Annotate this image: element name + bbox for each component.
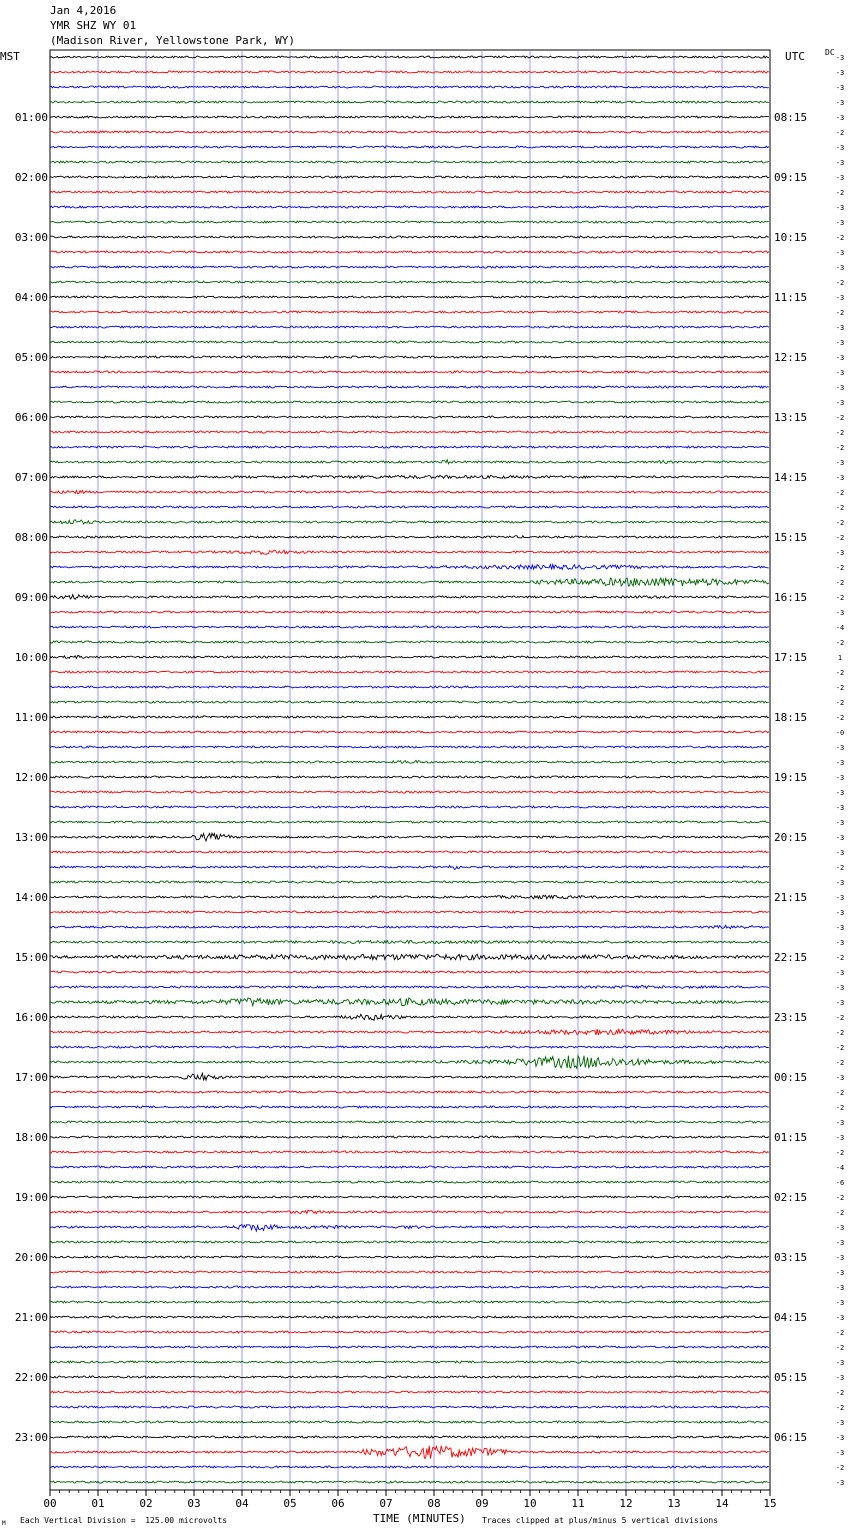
dc-offset-label: -3 xyxy=(835,324,845,332)
left-hour-label: 23:00 xyxy=(14,1431,48,1444)
dc-offset-label: -3 xyxy=(835,1374,845,1382)
dc-offset-label: -3 xyxy=(835,399,845,407)
trace-line xyxy=(50,386,769,388)
x-tick-label: 02 xyxy=(139,1497,153,1510)
trace-line xyxy=(50,656,769,659)
right-hour-label: 11:15 xyxy=(774,291,808,304)
dc-offset-label: -2 xyxy=(835,1029,845,1037)
dc-offset-label: -2 xyxy=(835,669,845,677)
dc-offset-label: -2 xyxy=(835,234,845,242)
dc-offset-label: -3 xyxy=(835,1119,845,1127)
trace-line xyxy=(50,998,769,1006)
dc-offset-label: -2 xyxy=(835,639,845,647)
x-tick-label: 13 xyxy=(667,1497,681,1510)
trace-line xyxy=(50,116,769,118)
dc-offset-label: -3 xyxy=(835,1434,845,1442)
left-hour-label: 11:00 xyxy=(14,711,48,724)
trace-line xyxy=(50,866,769,870)
trace-line xyxy=(50,71,769,73)
left-hour-label: 12:00 xyxy=(14,771,48,784)
right-hour-label: 14:15 xyxy=(774,471,808,484)
right-hour-label: 06:15 xyxy=(774,1431,808,1444)
dc-offset-label: -2 xyxy=(835,594,845,602)
trace-line xyxy=(50,191,769,193)
left-hour-label: 10:00 xyxy=(14,651,48,664)
dc-offset-label: -2 xyxy=(835,714,845,722)
dc-offset-label: 1 xyxy=(837,654,843,662)
left-hour-label: 05:00 xyxy=(14,351,48,364)
right-hour-label: 04:15 xyxy=(774,1311,808,1324)
dc-offset-label: -3 xyxy=(835,144,845,152)
dc-offset-label: -3 xyxy=(835,909,845,917)
trace-line xyxy=(50,401,769,403)
trace-line xyxy=(50,686,769,688)
x-tick-label: 14 xyxy=(715,1497,729,1510)
trace-line xyxy=(50,1391,769,1393)
left-hour-label: 13:00 xyxy=(14,831,48,844)
dc-offset-label: -3 xyxy=(835,294,845,302)
x-tick-label: 06 xyxy=(331,1497,345,1510)
trace-line xyxy=(50,356,769,358)
trace-line xyxy=(50,431,769,433)
left-hour-label: 08:00 xyxy=(14,531,48,544)
dc-offset-label: -3 xyxy=(835,1479,845,1487)
trace-line xyxy=(50,1225,769,1232)
trace-line xyxy=(50,1136,769,1138)
trace-line xyxy=(50,578,769,586)
dc-offset-label: -3 xyxy=(835,459,845,467)
left-hour-label: 02:00 xyxy=(14,171,48,184)
left-hour-label: 15:00 xyxy=(14,951,48,964)
dc-offset-label: -2 xyxy=(835,414,845,422)
left-hour-label: 16:00 xyxy=(14,1011,48,1024)
trace-line xyxy=(50,940,769,943)
dc-offset-label: -2 xyxy=(835,429,845,437)
left-hour-label: 17:00 xyxy=(14,1071,48,1084)
dc-offset-label: -3 xyxy=(835,369,845,377)
dc-offset-label: -3 xyxy=(835,819,845,827)
trace-line xyxy=(50,1151,769,1153)
dc-offset-label: -0 xyxy=(835,729,845,737)
trace-line xyxy=(50,371,769,373)
dc-offset-label: -3 xyxy=(835,984,845,992)
dc-offset-label: -3 xyxy=(835,1254,845,1262)
trace-line xyxy=(50,131,769,133)
trace-line xyxy=(50,1286,769,1288)
trace-line xyxy=(50,1210,769,1214)
trace-line xyxy=(50,146,769,148)
trace-line xyxy=(50,176,769,178)
trace-line xyxy=(50,565,769,570)
trace-line xyxy=(50,611,769,613)
trace-line xyxy=(50,550,769,554)
trace-line xyxy=(50,326,769,328)
dc-offset-label: -3 xyxy=(835,1449,845,1457)
trace-line xyxy=(50,911,769,913)
x-tick-label: 04 xyxy=(235,1497,249,1510)
plot-date: Jan 4,2016 xyxy=(50,4,117,17)
dc-offset-label: -2 xyxy=(835,954,845,962)
trace-line xyxy=(50,520,769,524)
left-hour-label: 07:00 xyxy=(14,471,48,484)
trace-line xyxy=(50,895,769,899)
trace-line xyxy=(50,1196,769,1198)
dc-offset-label: -3 xyxy=(835,54,845,62)
dc-offset-label: -3 xyxy=(835,84,845,92)
right-hour-label: 09:15 xyxy=(774,171,808,184)
right-hour-label: 01:15 xyxy=(774,1131,808,1144)
trace-line xyxy=(50,746,769,748)
dc-offset-label: -3 xyxy=(835,894,845,902)
trace-line xyxy=(50,776,769,778)
trace-line xyxy=(50,416,769,418)
trace-line xyxy=(50,985,769,988)
dc-offset-label: -2 xyxy=(835,444,845,452)
dc-offset-label: -2 xyxy=(835,1329,845,1337)
dc-offset-label: -3 xyxy=(835,759,845,767)
dc-offset-label: -3 xyxy=(835,774,845,782)
dc-offset-label: -2 xyxy=(835,309,845,317)
trace-line xyxy=(50,716,769,718)
dc-offset-label: -4 xyxy=(835,1164,845,1172)
dc-offset-label: -2 xyxy=(835,1044,845,1052)
plot-frame xyxy=(50,50,770,1490)
trace-line xyxy=(50,1241,769,1243)
dc-offset-label: -2 xyxy=(835,1014,845,1022)
dc-offset-label: -3 xyxy=(835,1419,845,1427)
trace-line xyxy=(50,806,769,808)
right-hour-label: 16:15 xyxy=(774,591,808,604)
trace-line xyxy=(50,341,769,343)
trace-line xyxy=(50,161,769,163)
dc-offset-label: -3 xyxy=(835,789,845,797)
station-code: YMR SHZ WY 01 xyxy=(50,19,137,32)
trace-line xyxy=(50,851,769,853)
dc-offset-label: -3 xyxy=(835,1284,845,1292)
left-hour-label: 22:00 xyxy=(14,1371,48,1384)
trace-line xyxy=(50,1316,769,1318)
trace-line xyxy=(50,881,769,883)
trace-line xyxy=(50,266,769,268)
dc-offset-label: -2 xyxy=(835,564,845,572)
trace-line xyxy=(50,1301,769,1303)
left-hour-label: 19:00 xyxy=(14,1191,48,1204)
x-axis-label: TIME (MINUTES) xyxy=(373,1512,466,1525)
left-hour-label: 01:00 xyxy=(14,111,48,124)
trace-line xyxy=(50,1056,769,1069)
dc-offset-label: -3 xyxy=(835,849,845,857)
trace-line xyxy=(50,760,769,763)
dc-offset-label: -2 xyxy=(835,129,845,137)
right-hour-label: 23:15 xyxy=(774,1011,808,1024)
dc-offset-label: -2 xyxy=(835,1344,845,1352)
trace-line xyxy=(50,1421,769,1423)
trace-line xyxy=(50,1046,769,1048)
trace-line xyxy=(50,236,769,238)
dc-offset-label: -2 xyxy=(835,519,845,527)
right-hour-label: 19:15 xyxy=(774,771,808,784)
dc-offset-label: -3 xyxy=(835,834,845,842)
trace-line xyxy=(50,1446,769,1459)
left-hour-label: 14:00 xyxy=(14,891,48,904)
trace-line xyxy=(50,1376,769,1378)
dc-offset-label: -3 xyxy=(835,174,845,182)
left-hour-label: 20:00 xyxy=(14,1251,48,1264)
right-hour-label: 15:15 xyxy=(774,531,808,544)
trace-line xyxy=(50,1166,769,1168)
trace-line xyxy=(50,1271,769,1273)
left-hour-label: 06:00 xyxy=(14,411,48,424)
dc-offset-label: -3 xyxy=(835,1359,845,1367)
trace-line xyxy=(50,821,769,823)
trace-line xyxy=(50,296,769,298)
right-hour-label: 21:15 xyxy=(774,891,808,904)
right-timezone-label: UTC xyxy=(785,50,805,63)
x-tick-label: 05 xyxy=(283,1497,297,1510)
trace-line xyxy=(50,925,769,929)
dc-offset-label: -3 xyxy=(835,1269,845,1277)
trace-line xyxy=(50,475,769,478)
dc-offset-label: -4 xyxy=(835,624,845,632)
dc-offset-label: -3 xyxy=(835,474,845,482)
trace-line xyxy=(50,1346,769,1348)
dc-offset-label: -2 xyxy=(835,1194,845,1202)
trace-line xyxy=(50,506,769,508)
trace-line xyxy=(50,311,769,313)
trace-line xyxy=(50,954,769,960)
scale-note: Each Vertical Division = 125.00 microvolts xyxy=(20,1516,228,1525)
dc-offset-label: -2 xyxy=(835,279,845,287)
trace-line xyxy=(50,281,769,283)
trace-line xyxy=(50,1436,769,1438)
right-hour-label: 20:15 xyxy=(774,831,808,844)
x-tick-label: 11 xyxy=(571,1497,585,1510)
trace-line xyxy=(50,595,769,600)
trace-line xyxy=(50,56,769,58)
dc-offset-label: -2 xyxy=(835,534,845,542)
dc-offset-label: -3 xyxy=(835,1074,845,1082)
x-tick-label: 12 xyxy=(619,1497,633,1510)
trace-line xyxy=(50,1256,769,1258)
right-hour-label: 08:15 xyxy=(774,111,808,124)
left-hour-label: 03:00 xyxy=(14,231,48,244)
trace-line xyxy=(50,701,769,703)
dc-offset-label: -2 xyxy=(835,1404,845,1412)
dc-offset-label: -3 xyxy=(835,879,845,887)
dc-offset-label: -3 xyxy=(835,1239,845,1247)
dc-offset-label: -3 xyxy=(835,1134,845,1142)
dc-offset-label: -3 xyxy=(835,69,845,77)
x-tick-label: 01 xyxy=(91,1497,105,1510)
dc-offset-label: -3 xyxy=(835,354,845,362)
dc-offset-label: -2 xyxy=(835,1209,845,1217)
dc-offset-label: -3 xyxy=(835,264,845,272)
x-tick-label: 00 xyxy=(43,1497,57,1510)
dc-offset-label: -3 xyxy=(835,744,845,752)
dc-offset-label: -3 xyxy=(835,114,845,122)
trace-line xyxy=(50,1331,769,1333)
dc-offset-label: -2 xyxy=(835,1149,845,1157)
dc-offset-label: -3 xyxy=(835,1224,845,1232)
left-hour-label: 21:00 xyxy=(14,1311,48,1324)
dc-offset-label: -2 xyxy=(835,1389,845,1397)
dc-offset-label: -3 xyxy=(835,924,845,932)
trace-line xyxy=(50,536,769,538)
dc-offset-label: -3 xyxy=(835,549,845,557)
left-hour-label: 09:00 xyxy=(14,591,48,604)
dc-offset-label: -2 xyxy=(835,579,845,587)
dc-offset-label: -3 xyxy=(835,1314,845,1322)
dc-offset-label: -3 xyxy=(835,159,845,167)
dc-offset-label: -6 xyxy=(835,1179,845,1187)
right-hour-label: 00:15 xyxy=(774,1071,808,1084)
dc-offset-label: -3 xyxy=(835,939,845,947)
trace-line xyxy=(50,1106,769,1108)
trace-line xyxy=(50,833,769,841)
dc-offset-label: -3 xyxy=(835,99,845,107)
dc-offset-label: -3 xyxy=(835,609,845,617)
left-timezone-label: MST xyxy=(0,50,20,63)
right-hour-label: 18:15 xyxy=(774,711,808,724)
trace-line xyxy=(50,491,769,494)
right-hour-label: 05:15 xyxy=(774,1371,808,1384)
dc-offset-label: -2 xyxy=(835,1089,845,1097)
left-hour-label: 04:00 xyxy=(14,291,48,304)
trace-line xyxy=(50,101,769,103)
trace-line xyxy=(50,1029,769,1035)
dc-offset-label: -3 xyxy=(835,384,845,392)
dc-offset-label: -2 xyxy=(835,699,845,707)
dc-offset-label: -2 xyxy=(835,489,845,497)
dc-offset-label: -3 xyxy=(835,339,845,347)
trace-line xyxy=(50,1091,769,1093)
dc-label: DC xyxy=(825,48,835,57)
trace-line xyxy=(50,671,769,673)
trace-line xyxy=(50,460,769,464)
trace-line xyxy=(50,1121,769,1123)
dc-offset-label: -2 xyxy=(835,684,845,692)
dc-offset-label: -3 xyxy=(835,1299,845,1307)
dc-offset-label: -2 xyxy=(835,189,845,197)
dc-offset-label: -3 xyxy=(835,804,845,812)
trace-line xyxy=(50,1406,769,1408)
x-tick-label: 08 xyxy=(427,1497,441,1510)
trace-line xyxy=(50,446,769,448)
dc-offset-label: -2 xyxy=(835,1464,845,1472)
right-hour-label: 03:15 xyxy=(774,1251,808,1264)
left-hour-label: 18:00 xyxy=(14,1131,48,1144)
trace-line xyxy=(50,1361,769,1363)
trace-line xyxy=(50,971,769,973)
trace-line xyxy=(50,1014,769,1020)
clip-note: Traces clipped at plus/minus 5 vertical divisions xyxy=(482,1516,719,1525)
right-hour-label: 02:15 xyxy=(774,1191,808,1204)
trace-line xyxy=(50,626,769,628)
station-location: (Madison River, Yellowstone Park, WY) xyxy=(50,34,296,47)
x-tick-label: 15 xyxy=(763,1497,777,1510)
dc-offset-label: -2 xyxy=(835,864,845,872)
dc-offset-label: -2 xyxy=(835,1104,845,1112)
trace-line xyxy=(50,1481,769,1483)
trace-line xyxy=(50,791,769,793)
right-hour-label: 17:15 xyxy=(774,651,808,664)
dc-offset-label: -3 xyxy=(835,249,845,257)
dc-offset-label: -3 xyxy=(835,999,845,1007)
right-hour-label: 10:15 xyxy=(774,231,808,244)
trace-line xyxy=(50,221,769,223)
x-tick-label: 07 xyxy=(379,1497,393,1510)
trace-line xyxy=(50,206,769,208)
trace-line xyxy=(50,1466,769,1468)
trace-line xyxy=(50,1181,769,1183)
trace-line xyxy=(50,86,769,88)
right-hour-label: 12:15 xyxy=(774,351,808,364)
trace-line xyxy=(50,1073,769,1080)
trace-line xyxy=(50,641,769,643)
trace-line xyxy=(50,731,769,733)
trace-line xyxy=(50,251,769,253)
x-tick-label: 10 xyxy=(523,1497,537,1510)
dc-offset-label: -3 xyxy=(835,204,845,212)
dc-offset-label: -2 xyxy=(835,1059,845,1067)
dc-offset-label: -2 xyxy=(835,504,845,512)
dc-offset-label: -3 xyxy=(835,219,845,227)
x-tick-label: 09 xyxy=(475,1497,489,1510)
x-tick-label: 03 xyxy=(187,1497,201,1510)
corner-mark: M xyxy=(2,1520,6,1527)
right-hour-label: 13:15 xyxy=(774,411,808,424)
dc-offset-label: -3 xyxy=(835,969,845,977)
right-hour-label: 22:15 xyxy=(774,951,808,964)
